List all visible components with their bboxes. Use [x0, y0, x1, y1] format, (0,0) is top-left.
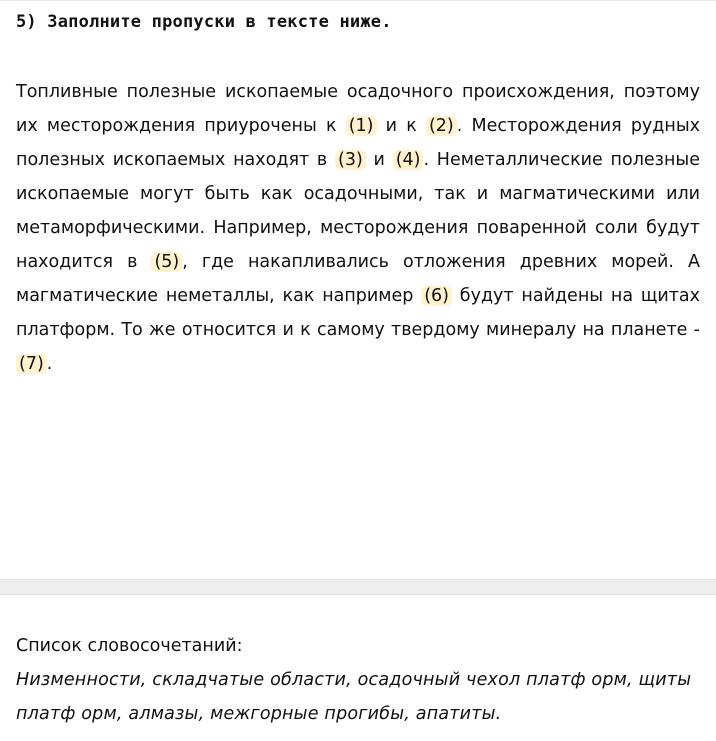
blank-1: (1)	[346, 116, 377, 136]
word-list: Низменности, складчатые области, осадочный чехол платф орм, щиты платф орм, алмазы, межгорные прогибы, апатиты.	[16, 670, 692, 724]
task-text	[16, 75, 700, 381]
text-segment: Топливные полезные ископаемые осадочного происхождения, поэтому их месторождения приурочены к	[16, 82, 700, 136]
word-list-heading: Список словосочетаний:	[16, 636, 243, 656]
section-divider	[0, 579, 716, 595]
text-segment: .	[46, 354, 53, 374]
text-segment: , где накапливались отложения древних морей. А магматические неметаллы, как например	[16, 252, 701, 306]
text-segment: . Неметаллические полезные ископаемые могут быть как осадочными, так и магматическими или метаморфическими. Например, месторождения поваренной соли будут находится в	[16, 150, 700, 272]
task-title: 5) Заполните пропуски в тексте ниже.	[16, 12, 392, 32]
blank-6: (6)	[421, 286, 452, 306]
blank-2: (2)	[426, 116, 457, 136]
word-list-card	[0, 595, 716, 731]
text-segment: будут найдены на щитах платформ. То же относится и к самому твердому минералу на планете -	[16, 286, 700, 340]
text-segment: и к	[376, 116, 426, 136]
blank-7: (7)	[16, 354, 47, 374]
blank-4: (4)	[393, 150, 424, 170]
task-card	[0, 1, 716, 579]
text-segment: и	[365, 150, 393, 170]
blank-5: (5)	[151, 252, 182, 272]
text-segment: . Месторождения рудных полезных ископаемых находят в	[16, 116, 700, 170]
blank-3: (3)	[335, 150, 366, 170]
